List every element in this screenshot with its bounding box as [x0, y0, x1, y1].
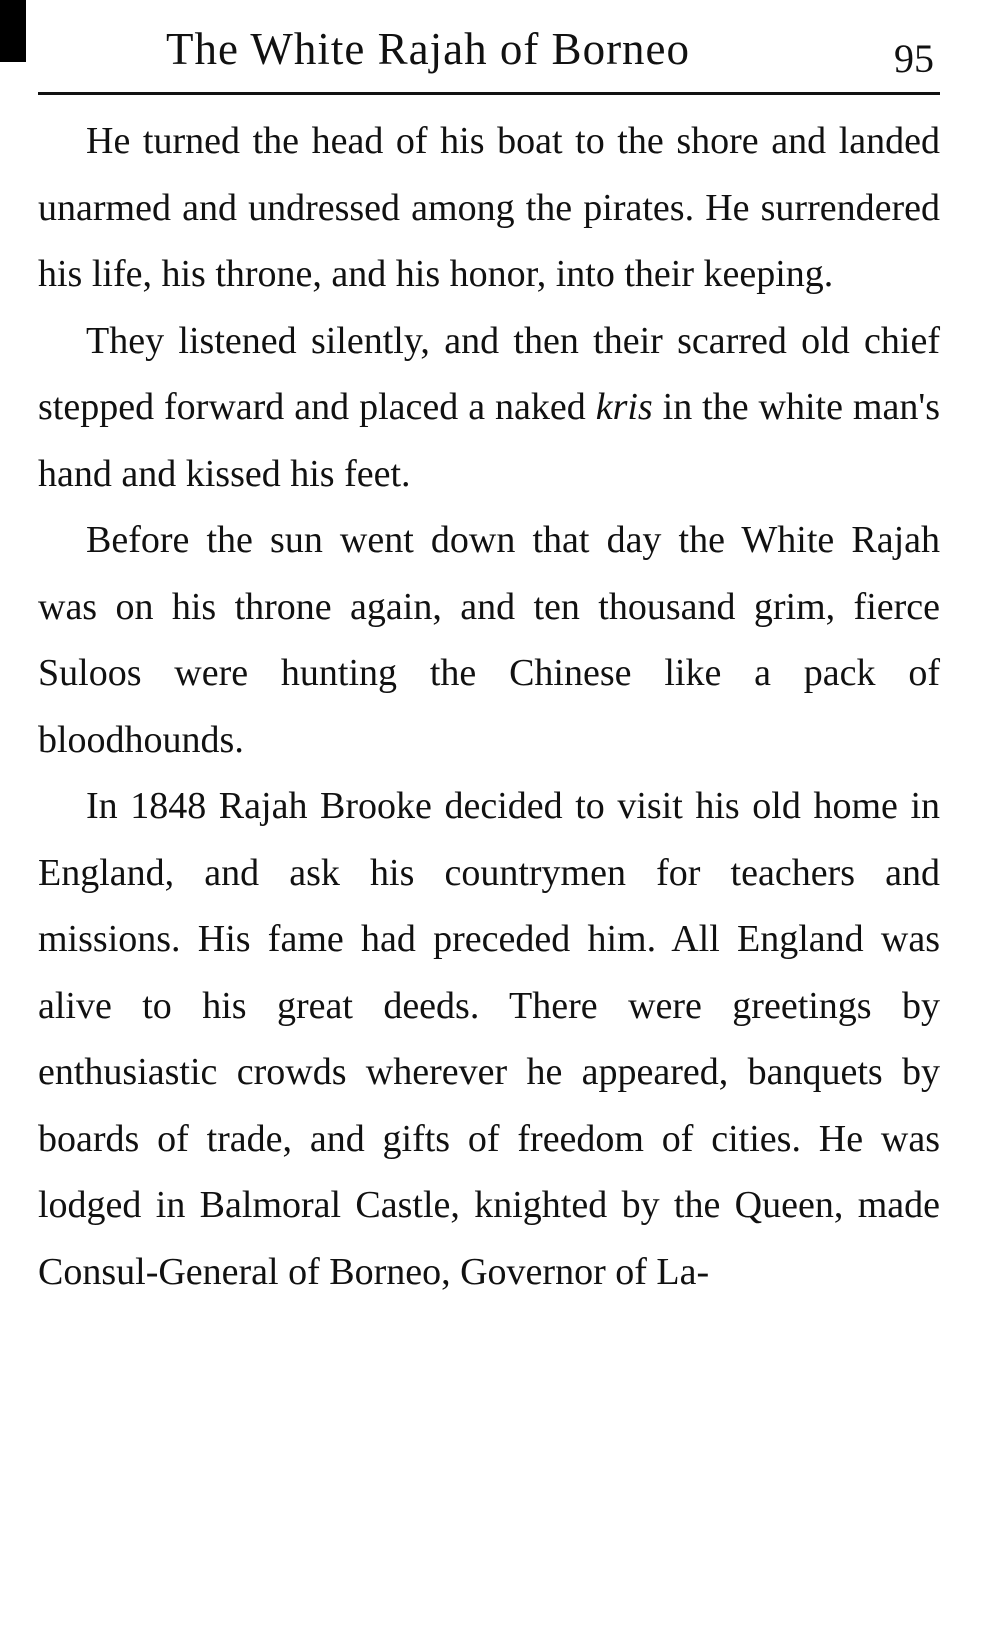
page-body — [38, 108, 940, 1305]
paragraph-2-text-end: in the white man's hand and kissed his feet. — [38, 386, 940, 495]
running-header — [38, 14, 940, 84]
paragraph-2 — [38, 308, 940, 508]
paragraph-4: In 1848 Rajah Brooke decided to visit his old home in England, and ask his countrymen for teachers and missions. His fame had preceded him. All England was alive to his great deeds. There were greetings by enthusiastic crowds wherever he appeared, banquets by boards of trade, and gifts of freedom of cities. He was lodged in Balmoral Castle, knighted by the Queen, made Consul-General of Borneo, Governor of La- — [38, 785, 940, 1293]
header-rule — [38, 92, 940, 95]
scan-edge-mark — [0, 0, 26, 62]
italic-word-kris: kris — [595, 386, 653, 428]
paragraph-3: Before the sun went down that day the White Rajah was on his throne again, and ten thousand grim, fierce Suloos were hunting the Chinese like a pack of bloodhounds. — [38, 519, 940, 761]
paragraph-1: He turned the head of his boat to the shore and landed unarmed and undressed among the pirates. He surrendered his life, his throne, and his honor, into their keeping. — [38, 120, 940, 295]
paragraph-2-text-start: They listened silently, and then their scarred old chief stepped forward and placed a naked — [38, 319, 940, 428]
running-title: The White Rajah of Borneo — [166, 24, 691, 74]
page-number: 95 — [894, 36, 934, 81]
